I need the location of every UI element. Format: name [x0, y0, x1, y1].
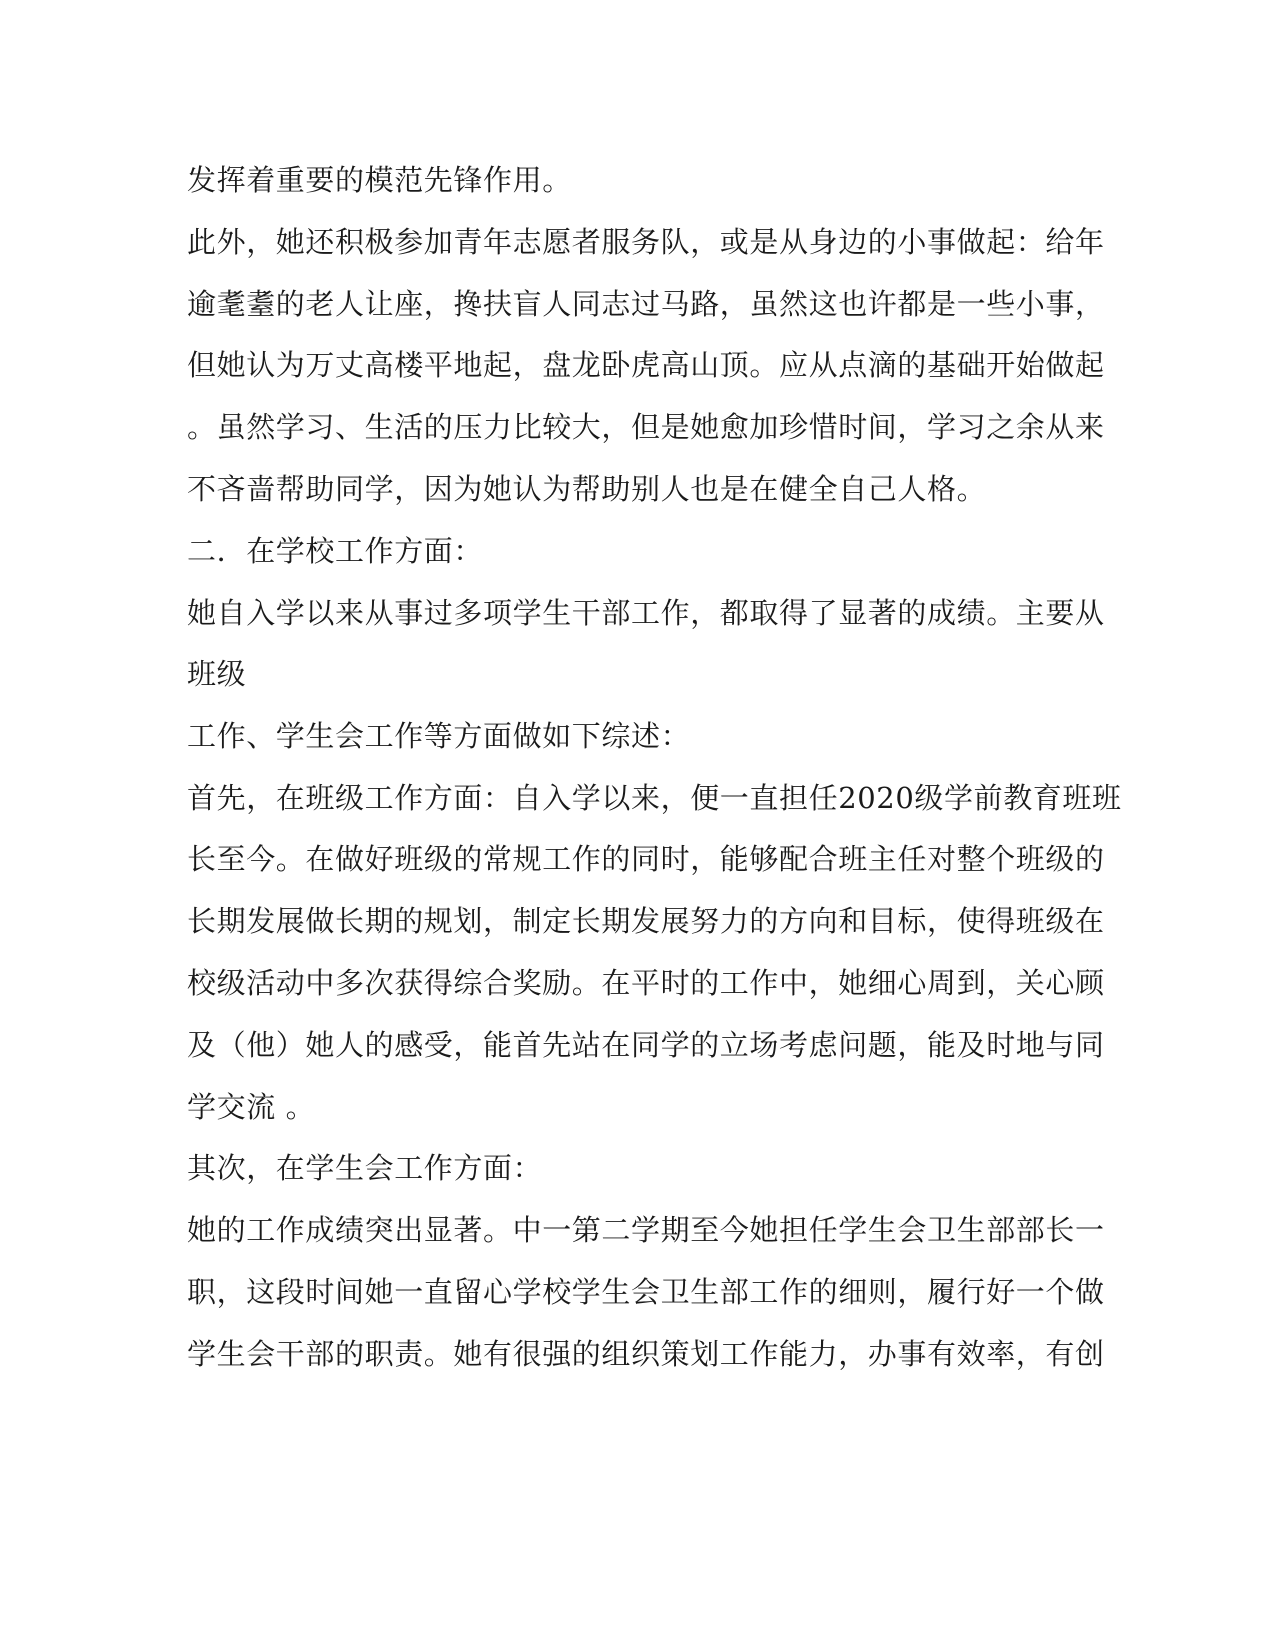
text-line: 长至今。在做好班级的常规工作的同时，能够配合班主任对整个班级的 [187, 842, 1105, 876]
text-line: 工作、学生会工作等方面做如下综述： [187, 719, 691, 753]
text-line: 她的工作成绩突出显著。中一第二学期至今她担任学生会卫生部部长一 [187, 1213, 1105, 1247]
text-line: 此外，她还积极参加青年志愿者服务队，或是从身边的小事做起：给年 [187, 225, 1105, 259]
text-line: 不吝啬帮助同学，因为她认为帮助别人也是在健全自己人格。 [187, 472, 987, 506]
text-line: 及（他）她人的感受，能首先站在同学的立场考虑问题，能及时地与同 [187, 1028, 1105, 1062]
section-heading: 二．在学校工作方面： [187, 534, 484, 568]
text-line: 其次，在学生会工作方面： [187, 1151, 543, 1185]
text-line: 职，这段时间她一直留心学校学生会卫生部工作的细则，履行好一个做 [187, 1275, 1105, 1309]
text-line: 逾耄耋的老人让座，搀扶盲人同志过马路，虽然这也许都是一些小事， [187, 287, 1105, 321]
text-line: 。虽然学习、生活的压力比较大，但是她愈加珍惜时间，学习之余从来 [187, 410, 1105, 444]
text-line: 学交流 。 [187, 1090, 316, 1124]
text-line: 她自入学以来从事过多项学生干部工作，都取得了显著的成绩。主要从 [187, 596, 1105, 630]
text-line: 校级活动中多次获得综合奖励。在平时的工作中，她细心周到，关心顾 [187, 966, 1105, 1000]
text-line: 班级 [187, 657, 247, 691]
text-line: 学生会干部的职责。她有很强的组织策划工作能力，办事有效率，有创 [187, 1337, 1105, 1371]
text-line: 但她认为万丈高楼平地起，盘龙卧虎高山顶。应从点滴的基础开始做起 [187, 348, 1105, 382]
text-line: 发挥着重要的模范先锋作用。 [187, 163, 572, 197]
text-line: 首先，在班级工作方面：自入学以来，便一直担任2020级学前教育班班 [187, 781, 1122, 815]
text-line: 长期发展做长期的规划，制定长期发展努力的方向和目标，使得班级在 [187, 904, 1105, 938]
